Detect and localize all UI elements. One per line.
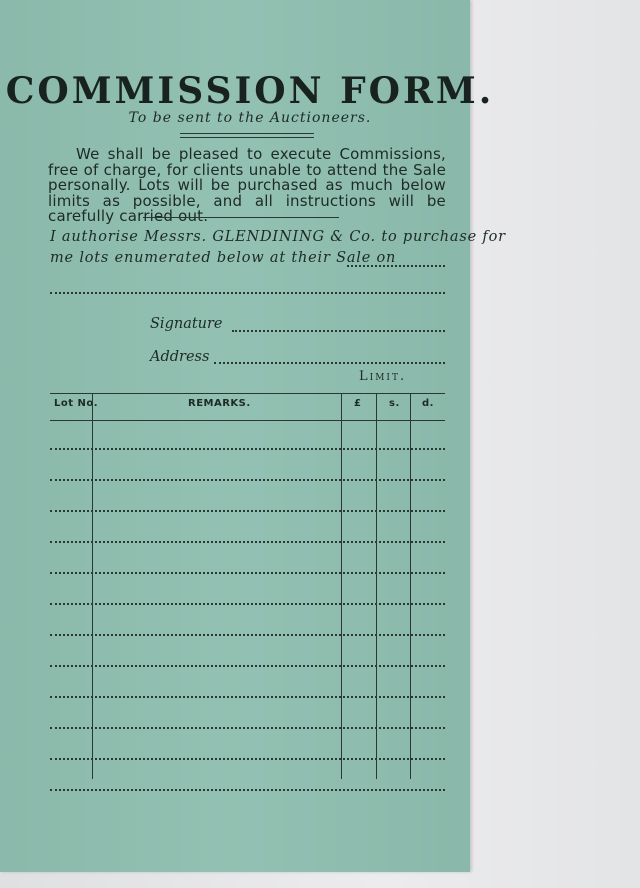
- title-rule: [180, 133, 314, 134]
- col-divider-remarks: [341, 393, 342, 779]
- address-label: Address: [150, 349, 210, 365]
- table-row[interactable]: [50, 665, 445, 667]
- table-row[interactable]: [50, 603, 445, 605]
- table-row[interactable]: [50, 479, 445, 481]
- table-row[interactable]: [50, 789, 445, 791]
- col-divider-shillings: [410, 393, 411, 779]
- table-row[interactable]: [50, 510, 445, 512]
- col-header-pounds: £: [354, 398, 362, 409]
- address-field[interactable]: [214, 362, 445, 364]
- table-row[interactable]: [50, 727, 445, 729]
- signature-field[interactable]: [232, 330, 445, 332]
- table-top-rule: [50, 393, 445, 394]
- col-divider-pounds: [376, 393, 377, 779]
- table-row[interactable]: [50, 758, 445, 760]
- title-rule-2: [180, 137, 314, 138]
- col-header-pence: d.: [422, 398, 434, 409]
- form-title: COMMISSION FORM.: [5, 70, 495, 112]
- authorise-line-1: I authorise Messrs. GLENDINING & Co. to purchase for: [50, 229, 506, 245]
- section-rule: [143, 217, 339, 218]
- sale-date-field[interactable]: [347, 265, 445, 267]
- intro-paragraph: We shall be pleased to execute Commissions, free of charge, for clients unable to attend the Sale personally. Lots will be purchased as much below limits as possible, and all instructions will be carefully carried out.: [48, 145, 446, 225]
- table-row[interactable]: [50, 448, 445, 450]
- form-subtitle: To be sent to the Auctioneers.: [128, 110, 372, 126]
- signature-label: Signature: [150, 316, 223, 332]
- col-header-shillings: s.: [389, 398, 400, 409]
- table-row[interactable]: [50, 572, 445, 574]
- table-row[interactable]: [50, 696, 445, 698]
- table-header-rule: [50, 420, 445, 421]
- lots-field-line[interactable]: [50, 292, 445, 294]
- table-row[interactable]: [50, 634, 445, 636]
- authorise-line-2: me lots enumerated below at their Sale on: [50, 250, 397, 266]
- col-divider-lot: [92, 393, 93, 779]
- col-header-remarks: REMARKS.: [188, 398, 251, 409]
- limit-label: Limit.: [359, 369, 407, 384]
- table-row[interactable]: [50, 541, 445, 543]
- col-header-lot: Lot No.: [54, 398, 99, 409]
